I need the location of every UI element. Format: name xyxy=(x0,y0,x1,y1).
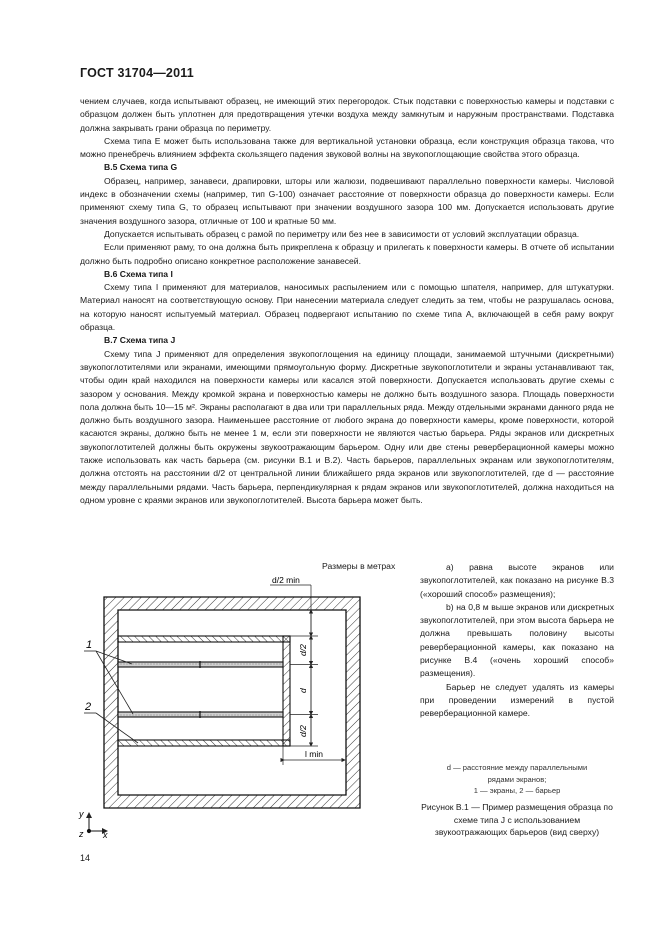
label-d2-top: d/2 xyxy=(298,644,308,656)
paragraph: Барьер не следует удалять из камеры при проведении измерений в пустой реверберационной камере. xyxy=(420,681,614,719)
axis-y-label: y xyxy=(79,809,84,819)
paragraph: Образец, например, занавеси, драпировки, шторы или жалюзи, подвешивают параллельно поверхности камеры. Числовой индекс в обозначении схемы (например, тип G-100) означает расстояние от поверхности образца до поверхности камеры. Если применяют схему типа G, то образец испытывают при значении воздушного зазора 100 мм. Допускается использовать другие значения воздушного зазора, отличные от 100 и кратные 50 мм. xyxy=(80,175,614,226)
section-heading-b5: B.5 Схема типа G xyxy=(104,162,178,173)
paragraph: Схема типа E может быть использована также для вертикальной установки образца, если конструкция образца такова, что можно пренебречь влиянием эффекта скользящего падения звуковой волны на звукопоглощающие свойства этого образца. xyxy=(80,135,614,160)
figure-legend xyxy=(420,762,614,797)
document-header: ГОСТ 31704—2011 xyxy=(80,66,194,80)
dimension-lines xyxy=(270,585,345,765)
callout-2: 2 xyxy=(85,701,92,713)
chamber-wall xyxy=(104,597,360,808)
axis-x-label: x xyxy=(103,830,108,840)
legend-line: 1 — экраны, 2 — барьер xyxy=(473,786,561,795)
label-d2-min: d/2 min xyxy=(272,575,300,585)
list-item-a: a) равна высоте экранов или звукопоглотителей, как показано на рисунке B.3 («хороший способ» размещения); xyxy=(420,562,614,599)
label-d2-bottom: d/2 xyxy=(298,725,308,737)
paragraph: Если применяют раму, то она должна быть прикреплена к образцу и прилегать к поверхности камеры. В отчете об испытании должно быть подробно описано конкретное расположение занавесей. xyxy=(80,242,614,266)
axis-z-label: z xyxy=(79,829,84,839)
paragraph: Допускается испытывать образец с рамой по периметру или без нее в зависимости от условий эксплуатации образца. xyxy=(104,228,580,239)
screen-rows xyxy=(118,661,283,718)
page-number: 14 xyxy=(80,853,91,863)
label-l-min: l min xyxy=(305,749,323,759)
dimensions-note: Размеры в метрах xyxy=(322,561,396,571)
barrier xyxy=(118,636,290,746)
label-d: d xyxy=(298,688,308,693)
paragraph: Схему типа I применяют для материалов, наносимых распылением или с помощью шпателя, например, для штукатурки. Материал наносят на соответствующую основу. При нанесении материала следует следить за тем, чтобы не разрушалась основа, на которую наносят испытуемый материал. Образец подвергают испытанию по схеме типа A, включающей в себя раму вокруг образца. xyxy=(80,282,614,333)
section-heading-b6: B.6 Схема типа I xyxy=(104,268,173,279)
legend-line: d — расстояние между параллельными xyxy=(446,763,588,772)
callout-1: 1 xyxy=(86,639,93,651)
section-heading-b7: B.7 Схема типа J xyxy=(104,335,176,346)
figure-caption: Рисунок B.1 — Пример размещения образца по схеме типа J с использованием звукоотражающих барьеров (вид сверху) xyxy=(421,802,613,837)
paragraph: Схему типа J применяют для определения звукопоглощения на единицу площади, занимаемой штучными (дискретными) звукопоглотителями или экранами, имеющими прямоугольную форму. Дискретные звукопоглотители и экраны устанавливают так, чтобы один край находился на поверхности камеры или касался этой поверхности. Допускается использовать другие схемы с зазором у основания. Между кромкой экрана и поверхностью камеры не должно быть воздушного зазора. Площадь поверхности пола должна быть 10—15 м². Экраны располагают в два или три параллельных ряда. Между отдельными экранами данного ряда не должно быть воздушного зазора. Наименьшее расстояние от любого экрана до поверхности камеры, кроме поверхности, которой касаются экраны, должно быть не менее 1 м, если эти поверхности не являются частью барьера. Ряды экранов или дискретных звукопоглотителей должны быть окружены звукоотражающим барьером. Одну или две стены реверберационной камеры можно также использовать как часть барьера (см. рисунки B.1 и B.2). Часть барьеров, параллельных экранам или звукопоглотителям, должна отстоять на расстоянии d/2 от центральной линии ближайшего ряда экранов или звукопоглотителей, где d — расстояние между параллельными рядами. Часть барьера, перпендикулярная к рядам экранов или звукопоглотителей, должна находиться на одном уровне с краями экранов или звукопоглотителей. Высота барьера может быть. xyxy=(80,348,614,505)
list-item-b: b) на 0,8 м выше экранов или дискретных звукопоглотителей, при этом высота барьера не должна превышать половину высоты реверберационной камеры, как показано на рисунке B.4 («очень хороший способ» размещения). xyxy=(420,601,614,679)
legend-line: рядами экранов; xyxy=(487,774,547,784)
paragraph: чением случаев, когда испытывают образец, не имеющий этих перегородок. Стык подставки с поверхностью камеры и подставки с образцом должен быть уплотнен для предотвращения утечки воздуха между замкнутым и наружным пространствами. Подставка должна закрывать грани образца по периметру. xyxy=(80,96,614,133)
